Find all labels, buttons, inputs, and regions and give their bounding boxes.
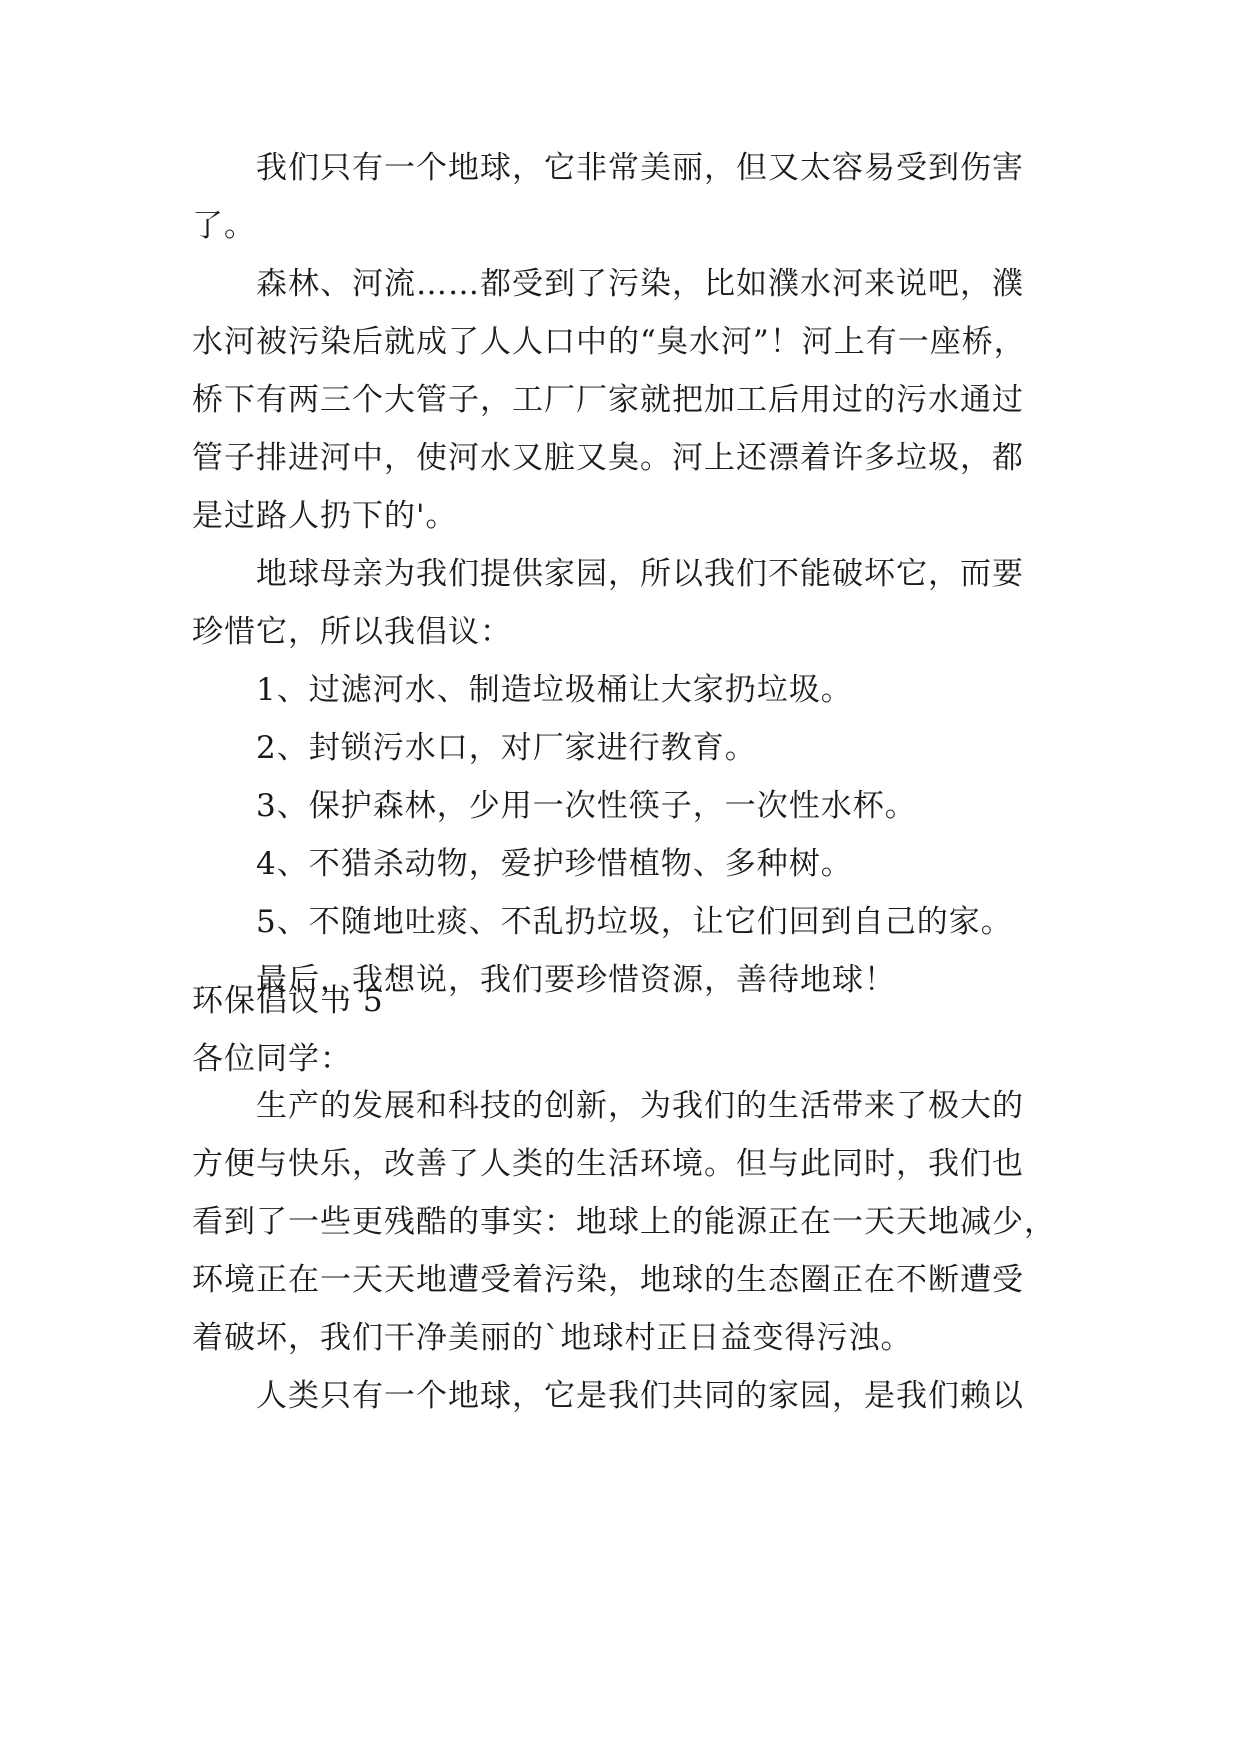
paragraph-line: 我们只有一个地球，它非常美丽，但又太容易受到伤害 <box>256 150 1024 186</box>
section-heading: 环保倡议书 5 <box>192 983 384 1019</box>
paragraph-line: 水河被污染后就成了人人口中的“臭水河”！河上有一座桥， <box>192 324 1026 360</box>
list-item: 3、保护森林，少用一次性筷子，一次性水杯。 <box>256 788 917 824</box>
list-item: 4、不猎杀动物，爱护珍惜植物、多种树。 <box>256 846 853 882</box>
paragraph-line: 生产的发展和科技的创新，为我们的生活带来了极大的 <box>256 1088 1024 1124</box>
section-2-header <box>192 972 1052 1088</box>
paragraph-line: 桥下有两三个大管子，工厂厂家就把加工后用过的污水通过 <box>192 382 1024 418</box>
list-item: 2、封锁污水口，对厂家进行教育。 <box>256 730 757 766</box>
list-item: 1、过滤河水、制造垃圾桶让大家扔垃圾。 <box>256 672 853 708</box>
paragraph-line: 管子排进河中，使河水又脏又臭。河上还漂着许多垃圾，都 <box>192 440 1024 476</box>
list-item: 5、不随地吐痰、不乱扔垃圾，让它们回到自己的家。 <box>256 904 1013 940</box>
paragraph-line: 环境正在一天天地遭受着污染，地球的生态圈正在不断遭受 <box>192 1262 1024 1298</box>
paragraph-line: 森林、河流……都受到了污染，比如濮水河来说吧，濮 <box>256 266 1024 302</box>
paragraph-line: 珍惜它，所以我倡议： <box>192 614 512 650</box>
salutation: 各位同学： <box>192 1041 352 1077</box>
paragraph-line: 看到了一些更残酷的事实：地球上的能源正在一天天地减少， <box>192 1204 1056 1240</box>
section-2-body <box>192 1077 1056 1425</box>
paragraph-line: 地球母亲为我们提供家园，所以我们不能破坏它，而要 <box>256 556 1024 592</box>
section-1-body <box>192 139 1052 1009</box>
closing-line: 最后，我想说，我们要珍惜资源，善待地球！ <box>256 962 896 998</box>
paragraph-line: 人类只有一个地球，它是我们共同的家园，是我们赖以 <box>256 1378 1024 1414</box>
paragraph-line: 方便与快乐，改善了人类的生活环境。但与此同时，我们也 <box>192 1146 1024 1182</box>
paragraph-line: 着破坏，我们干净美丽的`地球村正日益变得污浊。 <box>192 1320 913 1356</box>
paragraph-line: 是过路人扔下的'。 <box>192 498 458 534</box>
paragraph-line: 了。 <box>192 208 256 244</box>
